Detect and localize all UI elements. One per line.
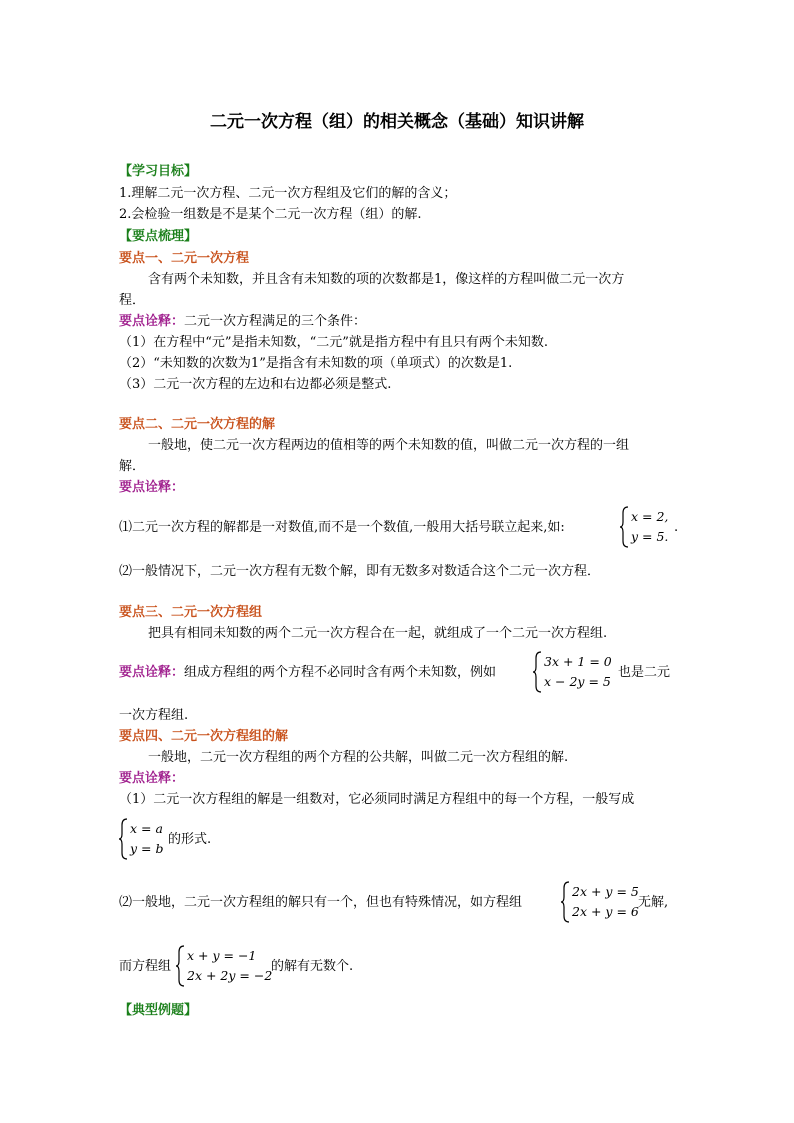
equation-system [561,880,641,924]
brace-icon [119,817,129,861]
note-label: 要点诠释： [119,665,185,680]
point1-item: （1）在方程中“元”是指未知数，“二元”就是指方程中有且只有两个未知数. [119,335,548,350]
point4-item3: 而方程组 [119,959,172,974]
examples-heading: 【典型例题】 [119,1003,198,1018]
point1-note [119,313,366,331]
point4-heading: 要点四、二元一次方程组的解 [119,729,289,744]
point1-item: （2）“未知数的次数为1”是指含有未知数的项（单项式）的次数是1. [119,356,513,371]
point1-body: 含有两个未知数，并且含有未知数的项的次数都是1，像这样的方程叫做二元一次方 [148,272,625,287]
point3-note [119,664,496,682]
equation-line: x = 2, [631,509,669,524]
point4-body: 一般地，二元一次方程组的两个方程的公共解，叫做二元一次方程组的解. [148,750,569,765]
point3-note-end: 也是二元 [618,665,671,680]
point3-heading: 要点三、二元一次方程组 [119,605,263,620]
point1-item: （3）二元一次方程的左边和右边都必须是整式. [119,377,392,392]
equation-line: x + y = −1 [187,948,257,963]
equation-line: 2x + y = 6 [572,904,639,919]
point4-item1-end: 的形式. [168,832,212,847]
point2-body-cont: 解． [119,459,146,474]
point4-note-label: 要点诠释： [119,771,185,786]
equation-line: y = b [130,841,164,856]
note-text: 二元一次方程满足的三个条件： [184,314,367,329]
brace-icon [176,944,186,988]
point2-item1: ⑴二元一次方程的解都是一对数值,而不是一个数值,一般用大括号联立起来,如: [119,520,565,535]
equation-line: 3x + 1 = 0 [544,654,612,669]
point3-body-cont: 一次方程组. [119,708,189,723]
equation-line: 2x + 2y = −2 [187,968,273,983]
goal-item: 2.会检验一组数是不是某个二元一次方程（组）的解. [119,207,422,222]
page-title: 二元一次方程（组）的相关概念（基础）知识讲解 [210,112,584,132]
equation-system [119,817,169,861]
point2-note-label: 要点诠释： [119,480,185,495]
goal-item: 1.理解二元一次方程、二元一次方程组及它们的解的含义； [119,186,457,201]
brace-icon [561,880,571,924]
point2-body: 一般地，使二元一次方程两边的值相等的两个未知数的值，叫做二元一次方程的一组 [148,438,630,453]
equation-system [533,650,613,694]
brace-icon [620,505,630,549]
note-label: 要点诠释： [119,314,185,329]
point3-body: 把具有相同未知数的两个二元一次方程合在一起，就组成了一个二元一次方程组. [148,626,608,641]
point4-item1: （1）二元一次方程组的解是一组数对，它必须同时满足方程组中的每一个方程，一般写成 [119,792,635,807]
punctuation: . [674,520,679,535]
equation-line: 2x + y = 5 [572,884,639,899]
equation-system [620,505,680,549]
equation-line: y = 5. [631,529,669,544]
equation-system [176,944,271,988]
equation-line: x = a [130,821,163,836]
brace-icon [533,650,543,694]
equation-line: x − 2y = 5 [544,674,611,689]
point2-item2: ⑵一般情况下，二元一次方程有无数个解，即有无数多对数适合这个二元一次方程． [119,564,601,579]
outline-heading: 【要点梳理】 [119,229,198,244]
point1-body-cont: 程． [119,293,146,308]
point2-heading: 要点二、二元一次方程的解 [119,417,276,432]
point4-item2-end: 无解, [638,895,669,910]
point4-item3-end: 的解有无数个. [271,959,354,974]
point4-item2: ⑵一般地，二元一次方程组的解只有一个，但也有特殊情况，如方程组 [119,895,523,910]
goals-heading: 【学习目标】 [119,164,198,179]
note-text: 组成方程组的两个方程不必同时含有两个未知数，例如 [184,665,497,680]
point1-heading: 要点一、二元一次方程 [119,251,250,266]
